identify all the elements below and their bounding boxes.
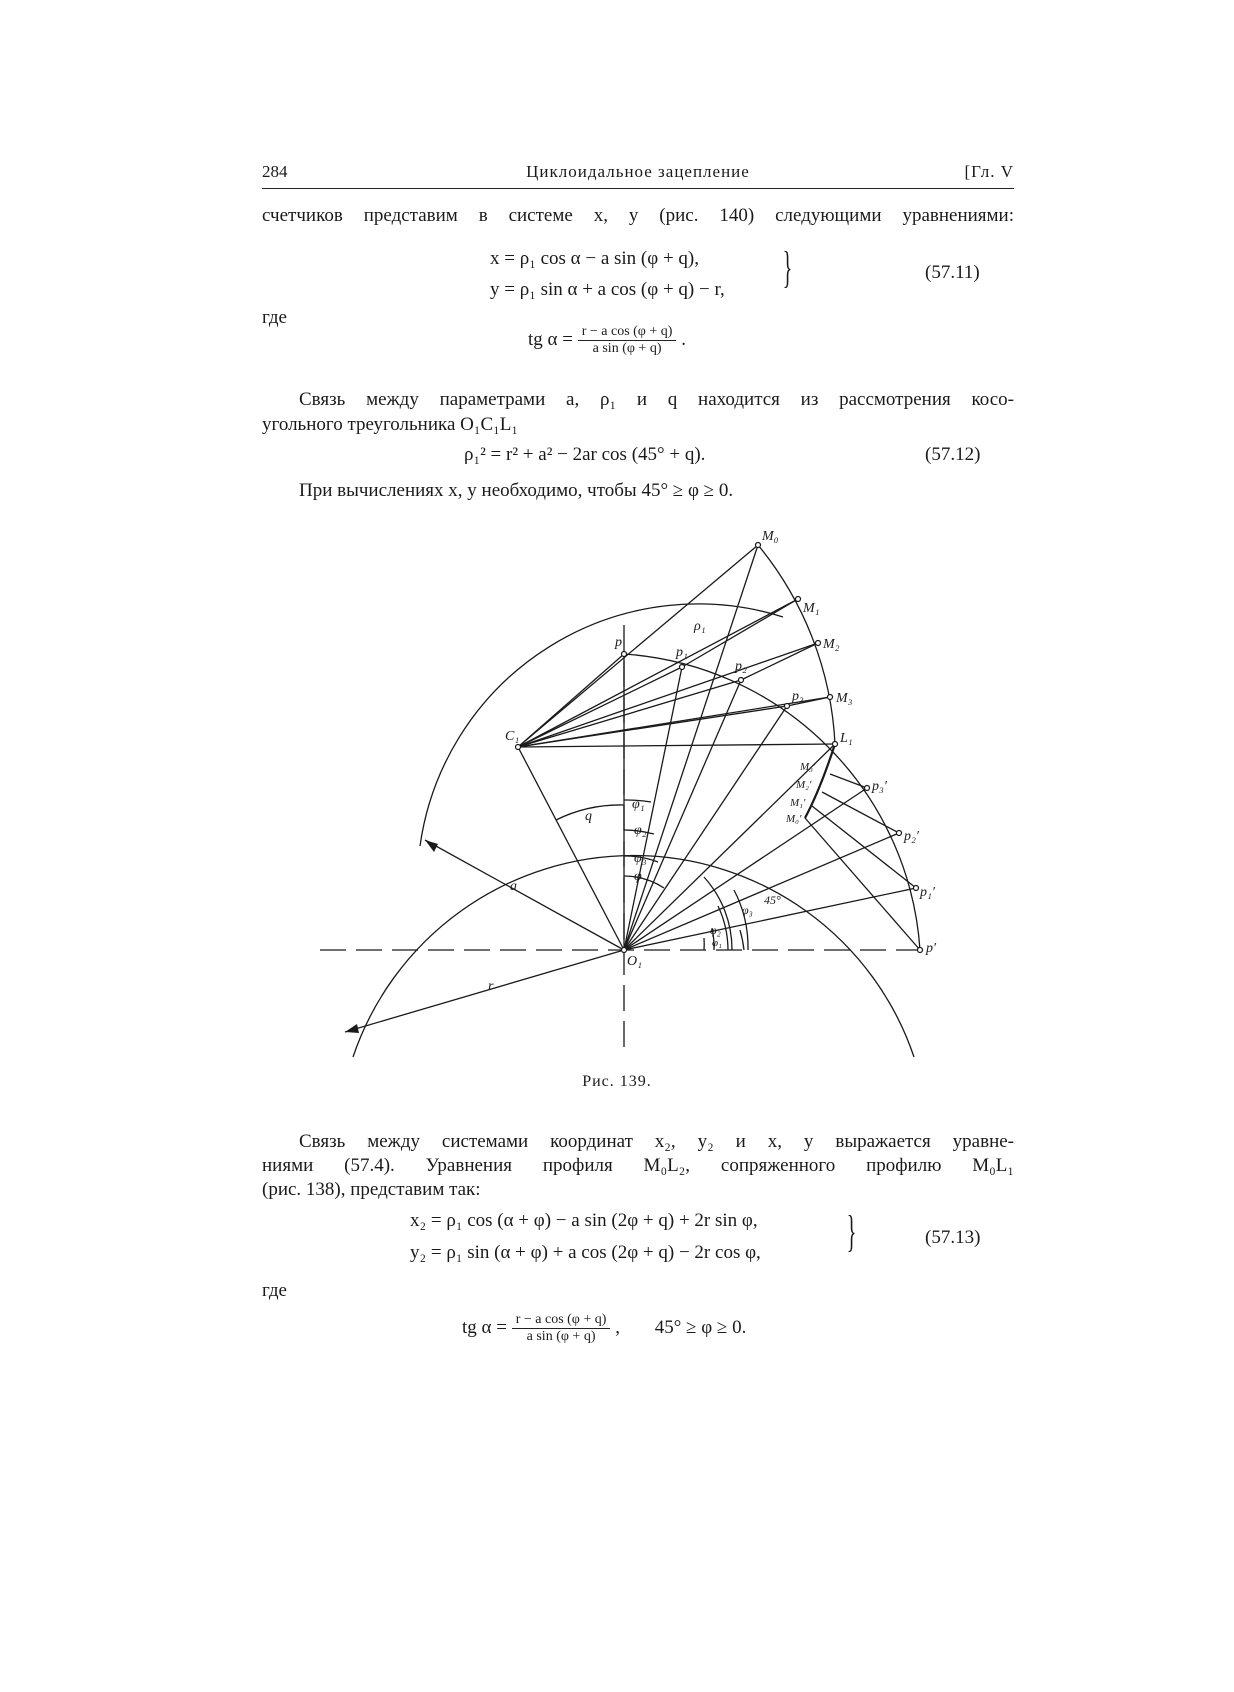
label-m3p: M₃′ — [800, 761, 816, 773]
tg-2-fraction — [512, 1312, 611, 1345]
systems-line2: ниями (57.4). Уравнения профиля M₀L₂, сопряженного профилю M₀L₁ — [262, 1155, 1014, 1176]
tg-2-lhs: tg α = — [462, 1316, 507, 1338]
figure-caption: Рис. 139. — [582, 1073, 652, 1090]
label-o1: O₁ — [627, 954, 642, 969]
arrow-a — [425, 840, 438, 852]
label-q: q — [585, 809, 592, 824]
line-p2-m2 — [741, 643, 818, 680]
label-m2: M₂ — [823, 637, 840, 652]
point-m1 — [796, 597, 801, 602]
label-phi3b: φ₃ — [742, 903, 753, 917]
tg-1-tail: . — [681, 328, 686, 350]
label-phi2: φ₂ — [634, 823, 647, 838]
line-pp-m0p — [805, 818, 920, 950]
tg-1-numerator: r − a cos (φ + q) — [578, 324, 677, 341]
eq-5713-line2: y₂ = ρ₁ sin (α + φ) + a cos (2φ + q) − 2r cos φ, — [410, 1242, 761, 1263]
line-c1-p2 — [518, 680, 741, 747]
point-m2 — [816, 641, 821, 646]
point-p2 — [739, 678, 744, 683]
eq-5713-brace: } — [846, 1207, 857, 1256]
line-p3p-m3p — [830, 774, 867, 788]
label-l1: L₁ — [840, 731, 853, 746]
label-p3p: p₃′ — [872, 779, 887, 794]
tg-2-numerator: r − a cos (φ + q) — [512, 1312, 611, 1329]
point-pp — [918, 948, 923, 953]
where-label-1: где — [262, 307, 287, 328]
eq-5713-number: (57.13) — [925, 1227, 981, 1248]
label-phi1b: φ₁ — [712, 937, 722, 949]
label-phi2b: φ₂ — [710, 923, 721, 937]
label-phi: φ — [634, 869, 642, 884]
label-p1p: p₁′ — [920, 885, 935, 900]
tg-1-lhs: tg α = — [528, 328, 573, 350]
eq-5711-line2: y = ρ₁ sin α + a cos (φ + q) − r, — [490, 279, 725, 300]
label-m0p: M₀′ — [786, 813, 802, 825]
label-45: 45° — [764, 893, 781, 907]
relation-line2: угольного треугольника O₁C₁L₁ — [262, 414, 518, 435]
point-p3 — [785, 704, 790, 709]
chapter-label: [Гл. V — [964, 162, 1014, 181]
line-p2p-m2p — [822, 792, 899, 833]
tg-2-denominator: a sin (φ + q) — [526, 1329, 596, 1344]
radial-lines — [518, 654, 916, 950]
label-p3: p₃ — [792, 689, 804, 704]
label-p2p: p₂′ — [904, 829, 919, 844]
line-p1p-m1p — [812, 806, 916, 888]
label-phi1: φ₁ — [632, 797, 645, 812]
line-o1-p2p — [624, 833, 899, 950]
label-p1: p₁ — [676, 645, 688, 660]
radius-r-line — [345, 950, 624, 1032]
intro-line: счетчиков представим в системе x, y (рис. 140) следующими уравнениями: — [262, 205, 1014, 226]
label-p2: p₂ — [735, 659, 747, 674]
figure-labels — [488, 529, 937, 994]
line-o1-l1 — [624, 744, 835, 950]
point-c1 — [516, 745, 521, 750]
point-m3 — [828, 695, 833, 700]
point-p1 — [680, 665, 685, 670]
point-p2p — [897, 831, 902, 836]
line-o1-p3p — [624, 788, 867, 950]
eq-5713-line1: x₂ = ρ₁ cos (α + φ) − a sin (2φ + q) + 2r sin φ, — [410, 1210, 758, 1231]
point-p — [622, 652, 627, 657]
label-m1: M₁ — [803, 601, 820, 616]
label-m3: M₃ — [836, 691, 853, 706]
tg-1-denominator: a sin (φ + q) — [592, 341, 662, 356]
label-p: p — [615, 635, 622, 650]
radius-a-line — [425, 840, 624, 950]
label-phi3: φ₃ — [634, 851, 647, 866]
arrowheads — [345, 840, 438, 1033]
angle-phi-arc — [624, 876, 664, 888]
tg-formula-2 — [462, 1312, 746, 1345]
eq-5712-number: (57.12) — [925, 444, 981, 465]
angle-45-arc-b — [740, 930, 744, 950]
systems-line1: Связь между системами координат x₂, y₂ и x, y выражается уравне- — [299, 1131, 1014, 1152]
label-r: r — [488, 979, 494, 994]
line-c1-m0 — [518, 545, 758, 747]
condition-line: При вычислениях x, y необходимо, чтобы 45° ≥ φ ≥ 0. — [299, 480, 734, 501]
where-label-2: где — [262, 1280, 287, 1301]
point-o1 — [622, 948, 627, 953]
relation-line1: Связь между параметрами a, ρ₁ и q находится из рассмотрения косо- — [299, 389, 1014, 410]
label-rho1: ρ₁ — [694, 619, 706, 634]
angle-45-arc-c — [734, 890, 748, 950]
label-c1: C₁ — [505, 729, 520, 744]
point-p1p — [914, 886, 919, 891]
point-l1 — [833, 742, 838, 747]
label-m0: M₀ — [762, 529, 779, 544]
line-c1-m2 — [518, 643, 818, 747]
tg-2-tail: , — [615, 1316, 620, 1338]
line-c1-l1 — [518, 744, 835, 747]
running-title: Циклоидальное зацепление — [526, 162, 750, 181]
arrow-r — [345, 1024, 359, 1033]
point-m0 — [756, 543, 761, 548]
line-o1-m0 — [624, 545, 758, 950]
eq-5711-line1: x = ρ₁ cos α − a sin (φ + q), — [490, 248, 700, 269]
eq-5711-number: (57.11) — [925, 262, 980, 283]
systems-line3: (рис. 138), представим так: — [262, 1179, 481, 1200]
label-pp: p′ — [926, 941, 937, 956]
line-o1-c1 — [518, 747, 624, 950]
point-p3p — [865, 786, 870, 791]
label-m2p: M₂′ — [796, 779, 812, 791]
label-m1p: M₁′ — [790, 797, 806, 809]
eq-5711-brace: } — [782, 243, 793, 292]
page-number: 284 — [262, 162, 288, 181]
tg-2-condition: 45° ≥ φ ≥ 0. — [654, 1316, 747, 1338]
label-a: a — [510, 879, 517, 894]
eq-5712: ρ₁² = r² + a² − 2ar cos (45° + q). — [464, 444, 706, 465]
